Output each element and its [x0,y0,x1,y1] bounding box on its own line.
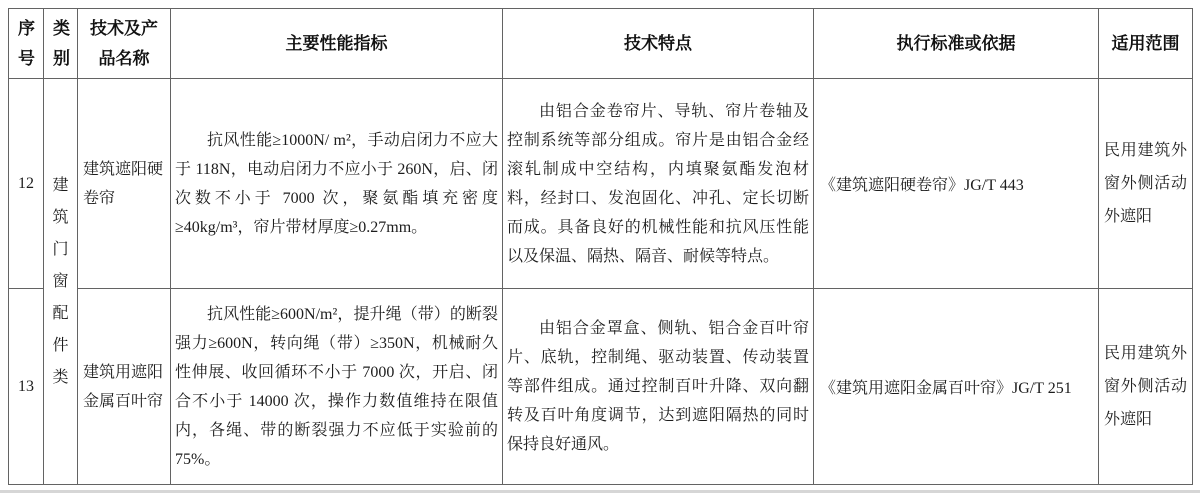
scope-cell: 民用建筑外窗外侧活动外遮阳 [1099,289,1193,485]
features-cell: 由铝合金罩盒、侧轨、铝合金百叶帘片、底轨，控制绳、驱动装置、传动装置等部件组成。通过控制百叶升降、双向翻转及百叶角度调节，达到遮阳隔热的同时保持良好通风。 [503,289,814,485]
product-name-cell: 建筑用遮阳金属百叶帘 [78,289,171,485]
header-row [9,9,1193,79]
table-row [9,289,1193,485]
serial-number-cell: 13 [9,289,44,485]
standard-cell: 《建筑遮阳硬卷帘》JG/T 443 [814,79,1099,289]
col-header-serial-number: 序号 [9,9,44,79]
col-header-standard: 执行标准或依据 [814,9,1099,79]
col-header-performance: 主要性能指标 [171,9,503,79]
performance-cell: 抗风性能≥1000N/ m²，手动启闭力不应大于 118N，电动启闭力不应小于 260N，启、闭次数不小于 7000 次，聚氨酯填充密度≥40kg/m³，帘片带材厚度≥0.27mm。 [171,79,503,289]
serial-number-cell: 12 [9,79,44,289]
col-header-category: 类别 [44,9,78,79]
products-table [8,8,1193,485]
col-header-product-name: 技术及产品名称 [78,9,171,79]
table-row [9,79,1193,289]
col-header-features: 技术特点 [503,9,814,79]
features-cell: 由铝合金卷帘片、导轨、帘片卷轴及控制系统等部分组成。帘片是由铝合金经滚轧制成中空结构，内填聚氨酯发泡材料，经封口、发泡固化、冲孔、定长切断而成。具备良好的机械性能和抗风压性能以及保温、隔热、隔音、耐候等特点。 [503,79,814,289]
scope-cell: 民用建筑外窗外侧活动外遮阳 [1099,79,1193,289]
product-name-cell: 建筑遮阳硬卷帘 [78,79,171,289]
category-cell: 建筑门窗配件类 [44,79,78,485]
standard-cell: 《建筑用遮阳金属百叶帘》JG/T 251 [814,289,1099,485]
document-page [8,8,1193,485]
performance-cell: 抗风性能≥600N/m²，提升绳（带）的断裂强力≥600N，转向绳（带）≥350N，机械耐久性伸展、收回循环不小于 7000 次，开启、闭合不小于 14000 次，操作力数值维持在限值内，各绳、带的断裂强力不应低于实验前的 75%。 [171,289,503,485]
page-break-divider [0,490,1200,493]
col-header-scope: 适用范围 [1099,9,1193,79]
